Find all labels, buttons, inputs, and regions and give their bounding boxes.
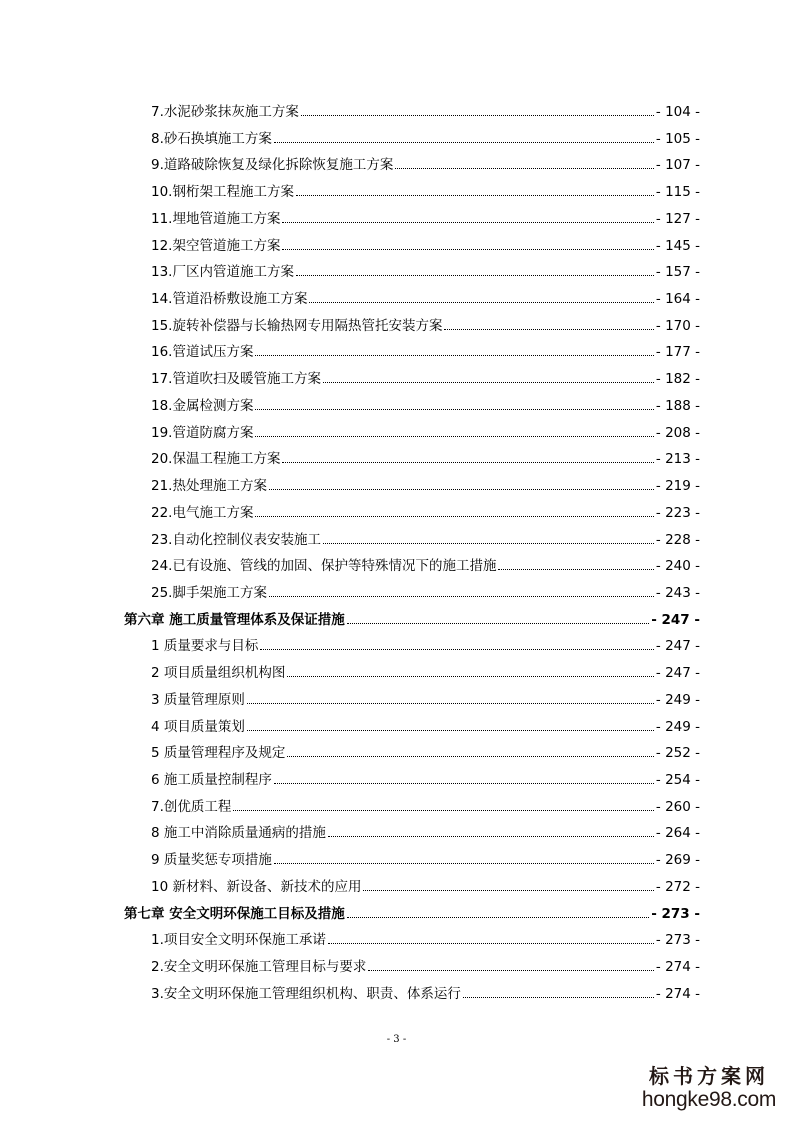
toc-entry[interactable] (0, 337, 793, 364)
toc-dot-leader (444, 329, 653, 330)
toc-dot-leader (463, 997, 654, 998)
toc-entry-title: 9 质量奖惩专项措施 (151, 852, 272, 869)
toc-dot-leader (260, 649, 654, 650)
toc-entry-title: 1 质量要求与目标 (151, 638, 259, 655)
toc-entry-title: 7.水泥砂浆抹灰施工方案 (151, 104, 299, 120)
toc-entry-page: - 247 - (651, 611, 700, 628)
toc-entry-title: 18.金属检测方案 (151, 397, 254, 414)
toc-entry-line (151, 180, 700, 200)
watermark-url: hongke98.com (641, 1088, 777, 1111)
toc-entry-title: 8 施工中消除质量通病的措施 (151, 825, 326, 842)
toc-entry[interactable] (0, 150, 793, 177)
toc-entry-line (151, 661, 700, 681)
toc-entry-title: 2.安全文明环保施工管理目标与要求 (151, 959, 367, 975)
toc-entry[interactable] (0, 631, 793, 658)
toc-dot-leader (255, 409, 653, 410)
toc-dot-leader (247, 730, 654, 731)
toc-dot-leader (255, 516, 653, 517)
toc-entry-title: 第七章 安全文明环保施工目标及措施 (124, 905, 345, 922)
toc-entry[interactable] (0, 204, 793, 231)
toc-entry-page: - 260 - (655, 798, 700, 815)
toc-entry-line (151, 340, 700, 360)
toc-entry-page: - 240 - (655, 558, 700, 575)
toc-entry-line (151, 848, 700, 868)
toc-entry[interactable] (0, 97, 793, 124)
toc-entry-title: 17.管道吹扫及暖管施工方案 (151, 371, 321, 388)
toc-dot-leader (368, 970, 654, 971)
toc-entry-line (151, 741, 700, 761)
toc-entry[interactable] (0, 818, 793, 845)
toc-entry-title: 15.旋转补偿器与长输热网专用隔热管托安装方案 (151, 317, 443, 334)
toc-dot-leader (296, 275, 654, 276)
toc-entry-line (151, 581, 700, 601)
toc-entry-page: - 274 - (655, 959, 700, 975)
toc-dot-leader (296, 195, 654, 196)
toc-entry[interactable] (0, 792, 793, 819)
toc-entry-page: - 254 - (655, 771, 700, 788)
toc-entry-page: - 272 - (655, 878, 700, 895)
toc-dot-leader (274, 142, 654, 143)
toc-entry-title: 21.热处理施工方案 (151, 478, 267, 495)
toc-entry-title: 14.管道沿桥敷设施工方案 (151, 291, 308, 308)
toc-dot-leader (287, 756, 654, 757)
toc-entry-line (124, 608, 700, 628)
toc-entry-page: - 223 - (655, 504, 700, 521)
toc-entry-title: 24.已有设施、管线的加固、保护等特殊情况下的施工措施 (151, 558, 497, 575)
toc-dot-leader (328, 943, 654, 944)
toc-entry-title: 20.保温工程施工方案 (151, 451, 281, 468)
toc-entry-title: 13.厂区内管道施工方案 (151, 264, 294, 281)
toc-dot-leader (233, 810, 654, 811)
toc-entry-page: - 104 - (655, 104, 700, 120)
toc-entry[interactable] (0, 952, 793, 979)
toc-entry[interactable] (0, 979, 793, 1006)
toc-dot-leader (269, 489, 654, 490)
toc-entry-page: - 105 - (655, 130, 700, 147)
toc-entry-title: 23.自动化控制仪表安装施工 (151, 531, 321, 548)
toc-entry[interactable] (0, 551, 793, 578)
toc-entry-page: - 145 - (655, 237, 700, 254)
toc-entry-line (151, 982, 700, 1002)
toc-entry[interactable] (0, 284, 793, 311)
toc-dot-leader (347, 623, 650, 624)
toc-dot-leader (287, 676, 654, 677)
toc-entry-page: - 243 - (655, 584, 700, 601)
toc-entry-title: 10 新材料、新设备、新技术的应用 (151, 878, 362, 895)
toc-entry-page: - 170 - (655, 317, 700, 334)
toc-dot-leader (255, 355, 653, 356)
toc-entry-page: - 228 - (655, 531, 700, 548)
toc-entry-title: 12.架空管道施工方案 (151, 237, 281, 254)
toc-entry-title: 2 项目质量组织机构图 (151, 665, 286, 682)
toc-entry-title: 22.电气施工方案 (151, 504, 254, 521)
toc-dot-leader (347, 917, 650, 918)
toc-entry-line (151, 474, 700, 494)
toc-entry-line (151, 153, 700, 173)
toc-entry-line (151, 100, 700, 120)
toc-entry-line (151, 127, 700, 147)
toc-entry-page: - 249 - (655, 691, 700, 708)
toc-dot-leader (498, 569, 653, 570)
toc-dot-leader (274, 783, 654, 784)
toc-entry-title: 3.安全文明环保施工管理组织机构、职责、体系运行 (151, 985, 461, 1002)
toc-entry[interactable] (0, 444, 793, 471)
toc-entry-page: - 115 - (655, 184, 700, 201)
toc-dot-leader (301, 115, 654, 116)
toc-entry-title: 4 项目质量策划 (151, 718, 245, 735)
watermark-logo (639, 1064, 779, 1112)
toc-entry-page: - 264 - (655, 825, 700, 842)
toc-entry[interactable] (0, 845, 793, 872)
toc-entry-line (151, 234, 700, 254)
toc-entry-page: - 177 - (655, 344, 700, 361)
toc-entry-page: - 157 - (655, 264, 700, 281)
toc-entry-line (124, 902, 700, 922)
toc-entry[interactable] (0, 738, 793, 765)
toc-entry[interactable] (0, 177, 793, 204)
toc-entry[interactable] (0, 498, 793, 525)
toc-entry-line (151, 688, 700, 708)
toc-dot-leader (255, 436, 653, 437)
toc-entry-line (151, 821, 700, 841)
toc-entry-line (151, 795, 700, 815)
toc-entry-line (151, 207, 700, 227)
toc-entry-line (151, 955, 700, 975)
toc-dot-leader (282, 462, 653, 463)
toc-entry[interactable] (0, 231, 793, 258)
toc-chapter-entry[interactable] (0, 605, 793, 632)
table-of-contents (0, 97, 793, 1005)
toc-entry[interactable] (0, 765, 793, 792)
toc-entry[interactable] (0, 685, 793, 712)
toc-entry-page: - 273 - (655, 932, 700, 949)
toc-entry-title: 8.砂石换填施工方案 (151, 130, 272, 147)
toc-entry[interactable] (0, 525, 793, 552)
toc-entry-page: - 127 - (655, 210, 700, 227)
toc-entry[interactable] (0, 872, 793, 899)
toc-dot-leader (282, 222, 653, 223)
toc-dot-leader (309, 302, 653, 303)
toc-dot-leader (328, 836, 654, 837)
toc-entry-title: 16.管道试压方案 (151, 344, 254, 361)
toc-entry[interactable] (0, 418, 793, 445)
toc-entry-title: 3 质量管理原则 (151, 691, 245, 708)
toc-entry-page: - 273 - (651, 905, 700, 922)
toc-entry-title: 5 质量管理程序及规定 (151, 745, 286, 762)
toc-entry-page: - 269 - (655, 852, 700, 869)
toc-entry[interactable] (0, 925, 793, 952)
toc-entry-line (151, 394, 700, 414)
toc-dot-leader (282, 249, 653, 250)
toc-entry-line (151, 314, 700, 334)
toc-entry-line (151, 501, 700, 521)
toc-entry-title: 第六章 施工质量管理体系及保证措施 (124, 611, 345, 628)
toc-entry-title: 6 施工质量控制程序 (151, 771, 272, 788)
toc-entry-page: - 107 - (655, 157, 700, 174)
toc-entry-title: 11.埋地管道施工方案 (151, 210, 281, 227)
toc-entry-title: 19.管道防腐方案 (151, 424, 254, 441)
toc-entry-line (151, 447, 700, 467)
toc-entry[interactable] (0, 658, 793, 685)
toc-entry-title: 1.项目安全文明环保施工承诺 (151, 932, 326, 949)
watermark-brand: 标书方案网 (649, 1064, 769, 1088)
toc-entry[interactable] (0, 124, 793, 151)
toc-entry-line (151, 768, 700, 788)
toc-entry-line (151, 554, 700, 574)
toc-entry-page: - 208 - (655, 424, 700, 441)
toc-entry-page: - 219 - (655, 478, 700, 495)
toc-dot-leader (363, 890, 653, 891)
toc-entry[interactable] (0, 578, 793, 605)
toc-entry[interactable] (0, 311, 793, 338)
toc-entry-line (151, 260, 700, 280)
toc-entry-title: 10.钢桁架工程施工方案 (151, 184, 294, 201)
page-number: - 3 - (386, 1034, 407, 1045)
toc-entry-line (151, 715, 700, 735)
toc-dot-leader (323, 382, 654, 383)
toc-entry-page: - 213 - (655, 451, 700, 468)
toc-entry-page: - 188 - (655, 397, 700, 414)
toc-entry[interactable] (0, 391, 793, 418)
toc-entry-line (151, 875, 700, 895)
toc-chapter-entry[interactable] (0, 899, 793, 926)
toc-entry-title: 9.道路破除恢复及绿化拆除恢复施工方案 (151, 157, 394, 174)
toc-entry-title: 25.脚手架施工方案 (151, 584, 267, 601)
toc-entry-page: - 247 - (655, 665, 700, 682)
toc-entry-title: 7.创优质工程 (151, 798, 232, 815)
toc-dot-leader (395, 168, 654, 169)
toc-entry[interactable] (0, 257, 793, 284)
toc-entry-line (151, 421, 700, 441)
toc-entry[interactable] (0, 712, 793, 739)
toc-dot-leader (269, 596, 654, 597)
toc-entry-page: - 249 - (655, 718, 700, 735)
toc-entry-line (151, 928, 700, 948)
toc-entry-page: - 274 - (655, 985, 700, 1002)
toc-dot-leader (247, 703, 654, 704)
toc-entry-line (151, 634, 700, 654)
toc-entry-line (151, 287, 700, 307)
toc-entry[interactable] (0, 364, 793, 391)
toc-entry[interactable] (0, 471, 793, 498)
toc-entry-page: - 182 - (655, 371, 700, 388)
toc-entry-page: - 252 - (655, 745, 700, 762)
toc-entry-page: - 247 - (655, 638, 700, 655)
toc-dot-leader (323, 543, 654, 544)
toc-dot-leader (274, 863, 654, 864)
toc-entry-page: - 164 - (655, 291, 700, 308)
toc-entry-line (151, 528, 700, 548)
toc-entry-line (151, 367, 700, 387)
